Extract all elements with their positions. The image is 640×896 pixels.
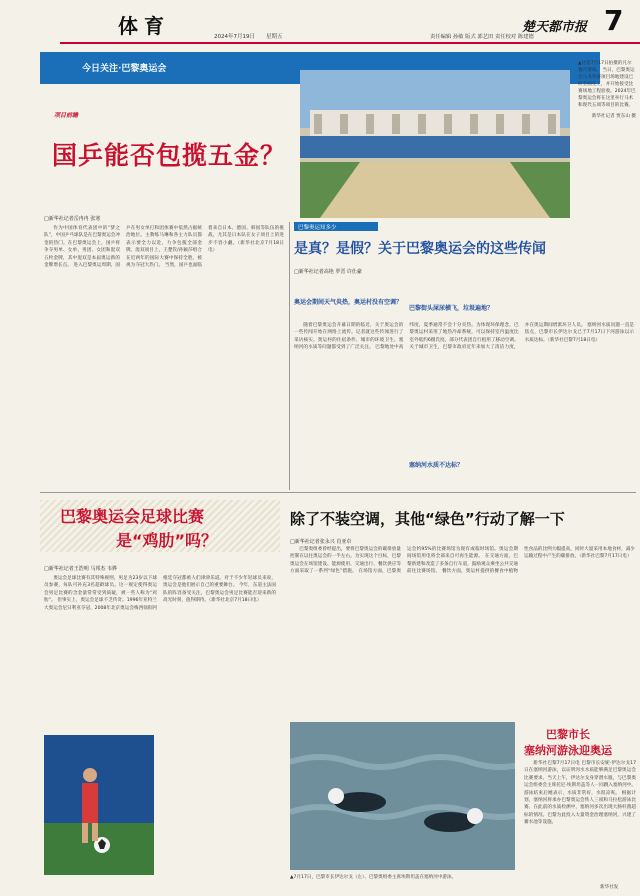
banner-label: 今日关注·巴黎奥运会 (82, 64, 167, 74)
column-divider (289, 222, 290, 490)
football-body-text: 奥运会足球比赛有其特殊规则，男足为23岁以下球员参赛，每队可补充3名超龄球员。这一规定使得奥运会男足比赛的含金量常常受到质疑，被一些人称为“鸡肋”。 但事实上，奥运会足球不乏传奇。1996年亚特兰大奥运会尼日利亚夺冠、2008年北京奥运会梅西领衔阿根廷夺冠都被人们津津乐道。对于不少年轻球员来说，奥运会是他们展示自己的重要舞台。 今年，东道主法国队的阵容备受关注，巴黎奥运会男足比赛能否迎来新的高光时刻，值得期待。（新华社北京7月18日电） (44, 576, 276, 611)
masthead (0, 0, 640, 44)
football-photo (44, 735, 154, 875)
football-headline-line1: 巴黎奥运会足球比赛 (60, 507, 205, 526)
pingpong-byline: □新华社记者岳冉冉 张寒 (44, 216, 101, 222)
green-headline: 除了不装空调，其他“绿色”行动了解一下 (290, 510, 565, 528)
football-body (44, 575, 276, 735)
football-headline-line2: 是“鸡肋”吗？ (116, 531, 218, 550)
pingpong-article (40, 110, 290, 480)
pingpong-body-text: 作为中国体育代表团中的“梦之队”，中国乒乓球队是在巴黎奥运会冲金的热门。在巴黎奥运会上，国乒将争夺男单、女单、男团、女团和混双五枚金牌，其中混双是本届奥运新的金牌增长点。 进入巴黎奥运周期，国乒在男女单打和团体赛中依然占据统治地位。主教练马琳和各主力队员都表示要全力以赴，力争包揽全部金牌。混双项目上，王楚钦/孙颖莎组合在近两年的国际大赛中保持全胜，被视为夺冠大热门。 当然，国乒也面临着来自日本、德国、韩国等队伍的挑战，尤其是日本队在女子项目上的进步不容小觑。（新华社北京7月18日电） (44, 226, 284, 269)
newspaper-logo: 楚天都市报 (522, 20, 588, 35)
pingpong-headline: 国乒能否包揽五金？ (52, 141, 287, 170)
swim-photo (290, 722, 515, 870)
football-illustration (44, 735, 154, 875)
top-photo-caption (578, 60, 636, 215)
rumors-body-text: 随着巴黎奥运会开幕日期的临近，关于奥运会的一些传闻开始在网络上流传。记者就这些传闻进行了采访核实。奥运村的住宿条件、城市的环境卫生、塞纳河的水质等问题都受到了广泛关注。 巴黎地处中高纬度，夏季通常不会十分炎热。为体现环保理念，巴黎奥运村采用了地热冷却系统，可以保持室内温度比室外低约6摄氏度。部分代表团自行租用了移动空调。 关于城市卫生，巴黎市政府近年来加大了清洁力度，并在奥运期间增派环卫人员。 塞纳河水质问题一直是焦点，巴黎市长伊达尔戈已于7月17日下河游泳以示水质达标。（新华社巴黎7月18日电） (294, 323, 634, 351)
swim-headline-line2: 塞纳河游泳迎奥运 (524, 744, 612, 757)
green-body-text: 巴黎奥组委曾经提出，要将巴黎奥运会的碳排放量控制在以往奥运会的一半左右。为实现这个目标，巴黎奥运会在场馆建设、能源使用、交通出行、餐饮供应等方面采取了一系列“绿色”措施。 在场馆方面，巴黎奥运会约95%的比赛场馆为现有或临时场馆。奥运会期间场馆用电将全部来自可再生能源。 在交通方面，巴黎新建和改造了多条自行车道，鼓励观众乘坐公共交通前往比赛场馆。 餐饮方面，奥运村提供的餐食中植物性食品的比例大幅提高，同时大量采用本地食材，减少运输过程中产生的碳排放。（新华社巴黎7月17日电） (290, 547, 635, 575)
rumors-body (294, 322, 634, 480)
swim-body-text: 新华社巴黎7月17日电 巴黎市长安妮·伊达尔戈17日在塞纳河游泳，以证明河水水质能够满足巴黎奥运会比赛要求。当天上午，伊达尔戈身穿潜水服，与巴黎奥运会组委会主席托尼·埃斯坦盖等人一同跳入塞纳河中。游泳结束后她表示，水质非常好，水很凉爽。 根据计划，塞纳河将承办巴黎奥运会铁人三项和马拉松游泳比赛。在此前的水质检测中，塞纳河多次出现大肠杆菌超标的情况。巴黎为此投入大量资金治理塞纳河，兴建了蓄水池等设施。 (524, 761, 636, 826)
top-photo-credit: 新华社记者 贾东山 摄 (591, 114, 636, 119)
rumors-byline: □新华社记者高艳 罗晋 许仕豪 (294, 269, 362, 275)
issue-date: 2024年7月19日 (214, 34, 255, 40)
swim-headline-line1: 巴黎市长 (546, 728, 590, 741)
rumors-subhead-2: 巴黎街头屎尿横飞，垃圾遍地？ (409, 305, 494, 312)
football-article (40, 565, 280, 885)
row-divider (40, 492, 636, 493)
green-body (290, 546, 635, 718)
swim-illustration (290, 722, 515, 870)
green-byline: □新华社记者张永兴 肖亚卓 (290, 539, 352, 545)
masthead-rule (60, 42, 640, 44)
rumors-subhead-3: 塞纳河水质不达标？ (409, 462, 464, 469)
pingpong-kicker: 项目前瞻 (54, 112, 79, 119)
rumors-article (294, 222, 634, 484)
football-headline-box (40, 500, 280, 552)
swim-body (524, 760, 636, 870)
top-photo-caption-text: ▲这是7月17日拍摄的凡尔赛宫赛场。 当日，巴黎奥运会马术各赛项目场地建设已经全面完工，并开始接受比赛场地工程验收。2024年巴黎奥运会将在这里举行马术和现代五项等项目的比赛。 (578, 61, 636, 108)
section-title: 体育 (118, 14, 170, 38)
pingpong-body (44, 225, 284, 475)
swim-photo-caption: ▲7月17日，巴黎市长伊达尔戈（左）、巴黎奥组委主席埃斯坦盖在塞纳河中游泳。 (290, 875, 457, 880)
rumors-subhead-1: 奥运会期间天气炎热，奥运村没有空调？ (294, 299, 403, 306)
swim-photo-credit: 新华社发 (600, 885, 619, 890)
rumors-headline: 是真？是假？关于巴黎奥运会的这些传闻 (294, 241, 546, 257)
editor-credits: 责任编辑 孙敏 版式 郭艺田 责任校对 陈建德 (430, 34, 534, 40)
rumors-kicker: 巴黎奥运知多少 (294, 222, 378, 231)
page-number: 7 (604, 4, 624, 37)
stadium-photo (300, 70, 570, 218)
issue-weekday: 星期五 (266, 34, 283, 40)
stadium-illustration (300, 70, 570, 218)
football-byline: □新华社记者王浩明 马邦杰 韦骅 (44, 566, 117, 572)
